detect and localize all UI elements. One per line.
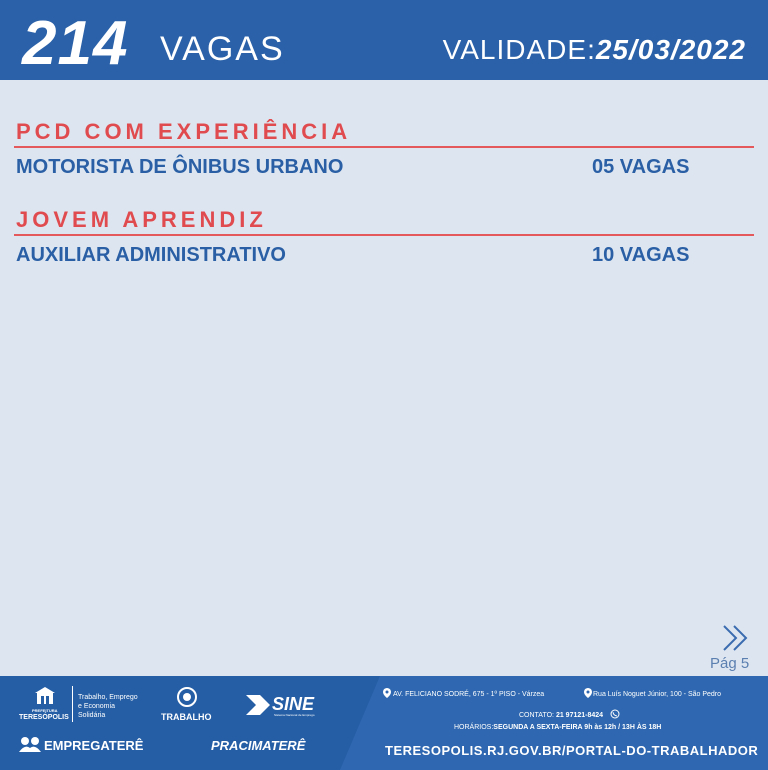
address-sao-pedro: Rua Luís Noguet Júnior, 100 - São Pedro xyxy=(593,691,722,698)
trabalho-emblem-icon xyxy=(176,686,198,708)
double-chevron-right-icon[interactable] xyxy=(720,622,752,654)
vacancy-count: 214 xyxy=(22,9,129,78)
job-role: MOTORISTA DE ÔNIBUS URBANO xyxy=(16,156,344,178)
secretaria-label: Trabalho, Emprego e Economia Solidária xyxy=(78,694,138,719)
job-role: AUXILIAR ADMINISTRATIVO xyxy=(16,244,286,266)
city-crest-icon xyxy=(34,686,56,706)
pracimatere-label: PRACIMATERÊ xyxy=(211,738,306,753)
empregatere-label: EMPREGATERÊ xyxy=(44,738,144,753)
prefeitura-label: PREFEITURA xyxy=(32,708,58,713)
location-pin-icon xyxy=(584,688,592,698)
location-pin-icon xyxy=(383,688,391,698)
header-banner xyxy=(0,0,768,80)
portal-link[interactable]: TERESOPOLIS.RJ.GOV.BR/PORTAL-DO-TRABALHADOR xyxy=(385,743,759,758)
address-varzea: AV. FELICIANO SODRÉ, 675 - 1º PISO - Várzea xyxy=(393,691,545,698)
validity-label: VALIDADE: xyxy=(442,34,596,65)
job-row xyxy=(14,148,754,184)
page-number: Pág 5 xyxy=(710,655,750,672)
section-title: JOVEM APRENDIZ xyxy=(16,207,267,232)
empregatere-logo-icon xyxy=(18,736,42,752)
section-jovem-aprendiz xyxy=(14,206,754,272)
section-pcd xyxy=(14,118,754,184)
sine-logo-icon xyxy=(246,695,270,715)
sine-subtitle: Sistema Nacional de Emprego xyxy=(274,713,315,717)
whatsapp-icon xyxy=(610,709,620,719)
vacancy-label: VAGAS xyxy=(160,30,285,68)
section-title: PCD COM EXPERIÊNCIA xyxy=(16,119,352,144)
sine-label: SINE xyxy=(272,694,315,714)
contact xyxy=(519,712,603,719)
hours-value: SEGUNDA A SEXTA-FEIRA 9h às 12h / 13H ÀS 18H xyxy=(493,724,662,731)
job-count: 05 VAGAS xyxy=(592,156,690,178)
logo-divider xyxy=(72,686,73,722)
hours-label: HORÁRIOS: xyxy=(454,724,494,731)
trabalho-label: TRABALHO xyxy=(161,712,212,722)
hours xyxy=(454,724,661,731)
job-row xyxy=(14,236,754,272)
validity xyxy=(443,34,746,66)
job-count: 10 VAGAS xyxy=(592,244,690,266)
teresopolis-label: TERESÓPOLIS xyxy=(19,714,69,721)
contact-label: CONTATO: xyxy=(519,712,554,719)
contact-phone: 21 97121-8424 xyxy=(555,712,604,719)
footer xyxy=(0,676,768,770)
validity-date: 25/03/2022 xyxy=(595,34,746,65)
